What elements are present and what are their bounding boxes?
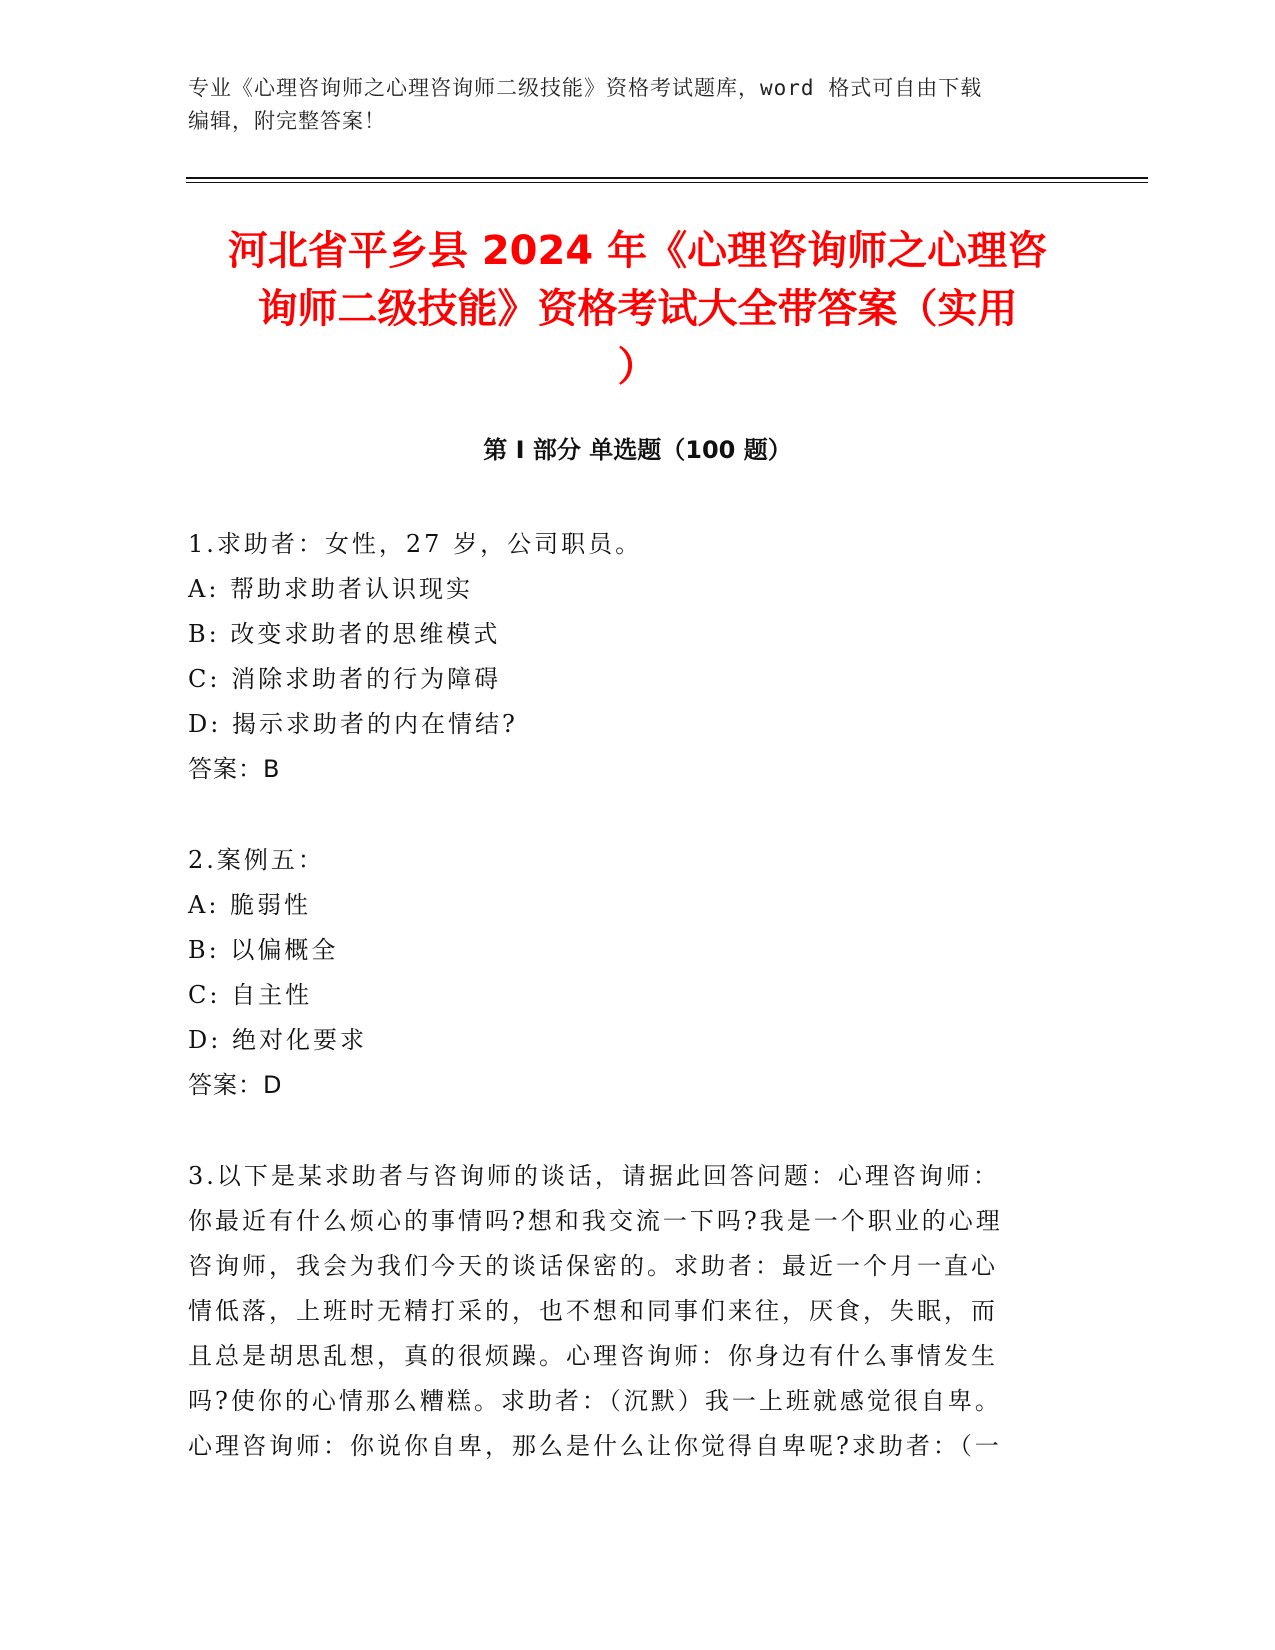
section-heading: 第 I 部分 单选题（100 题） [483, 436, 792, 464]
header-divider-thick [186, 177, 1148, 179]
question-stem-line: 心理咨询师：你说你自卑，那么是什么让你觉得自卑呢?求助者：（一 [188, 1432, 1002, 1460]
option-a: A: 脆弱性 [188, 891, 312, 919]
option-d: D: 绝对化要求 [188, 1026, 367, 1054]
option-b: B: 以偏概全 [188, 936, 339, 964]
question-stem-line: 且总是胡思乱想，真的很烦躁。心理咨询师：你身边有什么事情发生 [188, 1342, 998, 1370]
option-c: C: 自主性 [188, 981, 313, 1009]
document-title-line-2: 询师二级技能》资格考试大全带答案（实用 [257, 286, 1018, 332]
document-title-line-1: 河北省平乡县 2024 年《心理咨询师之心理咨 [227, 228, 1048, 274]
question-2 [188, 838, 1068, 1108]
question-list [188, 522, 1068, 1515]
question-stem: 2.案例五： [188, 846, 325, 874]
option-a: A: 帮助求助者认识现实 [188, 575, 474, 603]
answer: 答案：D [188, 1071, 283, 1099]
question-stem-line: 情低落，上班时无精打采的，也不想和同事们来往，厌食，失眠，而 [188, 1297, 998, 1325]
document-title-line-3: ） [617, 344, 658, 390]
question-stem-line: 你最近有什么烦心的事情吗?想和我交流一下吗?我是一个职业的心理 [188, 1207, 1003, 1235]
question-1 [188, 522, 1068, 792]
question-3 [188, 1154, 1068, 1469]
option-d: D: 揭示求助者的内在情结? [188, 710, 518, 738]
header-divider-thin [186, 182, 1148, 183]
question-stem: 1.求助者：女性，27 岁，公司职员。 [188, 530, 643, 558]
question-stem-line: 吗?使你的心情那么糟糕。求助者：（沉默）我一上班就感觉很自卑。 [188, 1387, 1002, 1415]
option-c: C: 消除求助者的行为障碍 [188, 665, 502, 693]
option-b: B: 改变求助者的思维模式 [188, 620, 501, 648]
header-note-line-1: 专业《心理咨询师之心理咨询师二级技能》资格考试题库，word 格式可自由下载 [188, 76, 983, 100]
header-note [188, 72, 1088, 138]
question-stem-line: 咨询师，我会为我们今天的谈话保密的。求助者：最近一个月一直心 [188, 1252, 998, 1280]
document-title [150, 222, 1125, 396]
question-stem-line: 3.以下是某求助者与咨询师的谈话，请据此回答问题：心理咨询师： [188, 1162, 1000, 1190]
header-note-line-2: 编辑，附完整答案！ [188, 109, 386, 133]
answer: 答案：B [188, 755, 281, 783]
